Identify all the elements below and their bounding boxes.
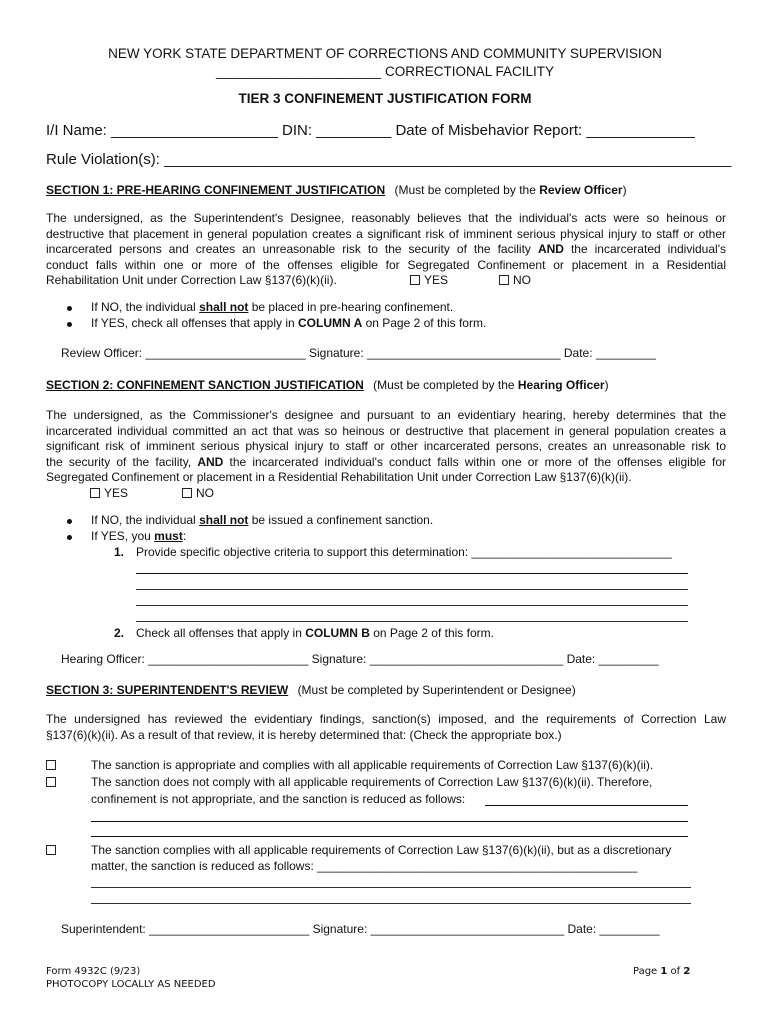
section1-para-line: Rehabilitation Unit under Correction Law §137(6)(k)(ii). xyxy=(46,273,337,287)
facility-line[interactable]: ______________________ CORRECTIONAL FACILITY xyxy=(216,64,554,79)
item2-number: 2. xyxy=(114,626,125,640)
section2-note: (Must be completed by the Hearing Officer) xyxy=(373,378,609,392)
section2-para-line: incarcerated individual committed an act that was so heinous or destructive that placement in general population creates a xyxy=(46,424,726,438)
section3-note: (Must be completed by Superintendent or Designee) xyxy=(297,683,576,697)
section2-heading-row xyxy=(46,378,609,392)
criteria-line[interactable] xyxy=(136,621,688,622)
bullet-icon xyxy=(67,306,72,311)
section2-heading: SECTION 2: CONFINEMENT SANCTION JUSTIFICATION xyxy=(46,378,364,392)
section1-heading-row xyxy=(46,183,627,197)
section2-no-checkbox[interactable]: NO xyxy=(182,486,214,500)
section2-bullet-yes: If YES, you must: xyxy=(91,529,187,543)
option3-text-line1: The sanction complies with all applicable requirements of Correction Law §137(6)(k)(ii), but as a discretionary xyxy=(91,843,672,857)
rule-violation-row[interactable]: Rule Violation(s): ____________________________________________________________________ xyxy=(46,151,732,168)
review-officer-signature-row[interactable]: Review Officer: ________________________ Signature: _____________________________ Date: _________ xyxy=(61,346,656,360)
bullet-icon xyxy=(67,535,72,540)
criteria-line[interactable] xyxy=(136,573,688,574)
option2-text-line1: The sanction does not comply with all applicable requirements of Correction Law §137(6)(k)(ii). Therefore, xyxy=(91,775,653,789)
discretionary-line[interactable] xyxy=(91,903,691,904)
section1-bullet-no: If NO, the individual shall not be placed in pre-hearing confinement. xyxy=(91,300,454,314)
section1-para-line: The undersigned, as the Superintendent's Designee, reasonably believes that the individual's acts were so heinous or xyxy=(46,211,726,225)
option2-text-line2: confinement is not appropriate, and the sanction is reduced as follows: xyxy=(91,792,466,806)
reduction-line[interactable] xyxy=(485,805,688,806)
criteria-line[interactable] xyxy=(136,605,688,606)
section2-para-line: significant risk of imminent serious physical injury to staff or other incarcerated persons, creates an unreasonable risk to xyxy=(46,439,726,453)
photocopy-note: PHOTOCOPY LOCALLY AS NEEDED xyxy=(46,979,216,990)
section1-yes-checkbox[interactable]: YES xyxy=(410,273,448,287)
section1-note: (Must be completed by the Review Officer) xyxy=(394,183,627,197)
section3-para-line: The undersigned has reviewed the evidentiary findings, sanction(s) imposed, and the requirements of Correction Law xyxy=(46,712,726,726)
objective-criteria-field[interactable]: Provide specific objective criteria to support this determination: ______________________________ xyxy=(136,545,672,559)
section1-para-line: destructive that placement in general population creates a significant risk of imminent serious physical injury to staff or other xyxy=(46,227,726,241)
checkbox-icon xyxy=(182,488,192,498)
bullet-icon xyxy=(67,519,72,524)
reduction-line[interactable] xyxy=(91,836,688,837)
form-number: Form 4932C (9/23) xyxy=(46,966,141,977)
agency-name: NEW YORK STATE DEPARTMENT OF CORRECTIONS AND COMMUNITY SUPERVISION xyxy=(108,46,662,61)
checkbox-icon xyxy=(410,275,420,285)
name-din-date-row[interactable]: I/I Name: ____________________ DIN: _________ Date of Misbehavior Report: _____________ xyxy=(46,122,695,139)
section1-para-line: conduct falls within one or more of the offenses eligible for Segregated Confinement or placement in a Residential xyxy=(46,258,726,272)
section2-para-line: The undersigned, as the Commissioner's designee and pursuant to an evidentiary hearing, hereby determines that the xyxy=(46,408,726,422)
discretionary-line[interactable] xyxy=(91,887,691,888)
section3-heading-row xyxy=(46,683,576,697)
item2-text: Check all offenses that apply in COLUMN B on Page 2 of this form. xyxy=(136,626,494,640)
reduction-line[interactable] xyxy=(91,821,688,822)
option2-checkbox[interactable] xyxy=(46,777,56,787)
section1-heading: SECTION 1: PRE-HEARING CONFINEMENT JUSTIFICATION xyxy=(46,183,386,197)
item1-number: 1. xyxy=(114,545,125,559)
checkbox-icon xyxy=(499,275,509,285)
option3-checkbox[interactable] xyxy=(46,845,56,855)
option1-text: The sanction is appropriate and complies with all applicable requirements of Correction Law §137(6)(k)(ii). xyxy=(91,758,654,772)
page-indicator: Page 1 of 2 xyxy=(633,966,691,977)
section2-para-line: the security of the facility, AND the incarcerated individual's conduct falls within one or more of the offenses eligible for xyxy=(46,455,726,469)
criteria-line[interactable] xyxy=(136,589,688,590)
section3-heading: SECTION 3: SUPERINTENDENT'S REVIEW xyxy=(46,683,289,697)
section1-bullet-yes: If YES, check all offenses that apply in COLUMN A on Page 2 of this form. xyxy=(91,316,487,330)
section1-no-checkbox[interactable]: NO xyxy=(499,273,531,287)
option1-checkbox[interactable] xyxy=(46,760,56,770)
form-title: TIER 3 CONFINEMENT JUSTIFICATION FORM xyxy=(238,91,532,106)
section2-yes-checkbox[interactable]: YES xyxy=(90,486,128,500)
option3-text-line2[interactable]: matter, the sanction is reduced as follows: ________________________________________________ xyxy=(91,859,638,873)
section3-para-line: §137(6)(k)(ii). As a result of that review, it is hereby determined that: (Check the appropriate box.) xyxy=(46,728,562,742)
section2-bullet-no: If NO, the individual shall not be issued a confinement sanction. xyxy=(91,513,434,527)
section1-para-line: incarcerated persons and creates an unreasonable risk to the security of the facility AND the incarcerated individual's xyxy=(46,242,726,256)
section2-para-line: Segregated Confinement or placement in a Residential Rehabilitation Unit under Correction Law §137(6)(k)(ii). xyxy=(46,470,632,484)
checkbox-icon xyxy=(90,488,100,498)
bullet-icon xyxy=(67,322,72,327)
hearing-officer-signature-row[interactable]: Hearing Officer: ________________________ Signature: _____________________________ Date: _________ xyxy=(61,652,659,666)
superintendent-signature-row[interactable]: Superintendent: ________________________ Signature: _____________________________ Date: _________ xyxy=(61,922,660,936)
